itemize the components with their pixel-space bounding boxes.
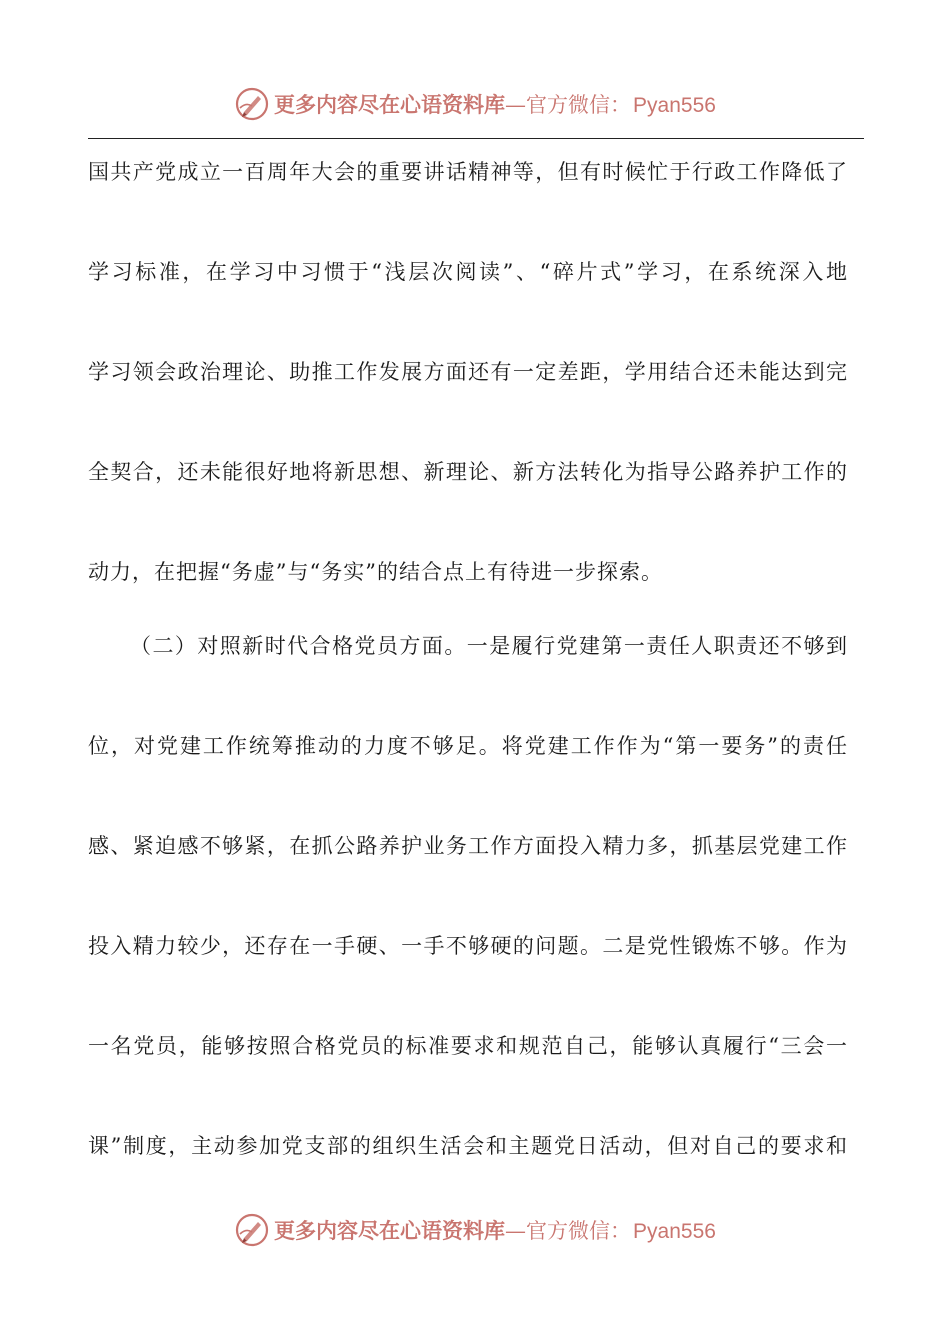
banner-wechat-id: Pyan556 — [633, 1220, 716, 1243]
text-line: 全契合，还未能很好地将新思想、新理论、新方法转化为指导公路养护工作的 — [88, 460, 848, 484]
footer-banner — [0, 1208, 950, 1252]
text-line: 一名党员，能够按照合格党员的标准要求和规范自己，能够认真履行“三会一 — [88, 1034, 848, 1058]
header-banner — [0, 82, 950, 126]
banner-brand: 更多内容尽在心语资料库 — [274, 92, 506, 117]
text-line: 动力，在把握“务虚”与“务实”的结合点上有待进一步探索。 — [88, 560, 663, 584]
text-line: 感、紧迫感不够紧，在抓公路养护业务工作方面投入精力多，抓基层党建工作 — [88, 834, 848, 858]
text-line: 课”制度，主动参加党支部的组织生活会和主题党日活动，但对自己的要求和 — [88, 1134, 848, 1158]
text-line: 位，对党建工作统筹推动的力度不够足。将党建工作作为“第一要务”的责任 — [88, 734, 848, 758]
banner-wechat-label: 官方微信： — [526, 93, 632, 117]
banner-brand: 更多内容尽在心语资料库 — [274, 1218, 506, 1243]
pen-logo-icon — [234, 1212, 270, 1248]
pen-logo-icon — [234, 86, 270, 122]
banner-separator: — — [505, 93, 527, 117]
text-line: 学习领会政治理论、助推工作发展方面还有一定差距，学用结合还未能达到完 — [88, 360, 848, 384]
banner-wechat-id: Pyan556 — [633, 94, 716, 117]
banner-separator: — — [505, 1219, 527, 1243]
text-line: 投入精力较少，还存在一手硬、一手不够硬的问题。二是党性锻炼不够。作为 — [88, 934, 848, 958]
banner-wechat-label: 官方微信： — [526, 1219, 632, 1243]
header-rule — [88, 138, 864, 139]
text-line: 国共产党成立一百周年大会的重要讲话精神等，但有时候忙于行政工作降低了 — [88, 160, 848, 184]
text-line: （二）对照新时代合格党员方面。一是履行党建第一责任人职责还不够到 — [130, 634, 848, 658]
text-line: 学习标准，在学习中习惯于“浅层次阅读”、“碎片式”学习，在系统深入地 — [88, 260, 848, 284]
